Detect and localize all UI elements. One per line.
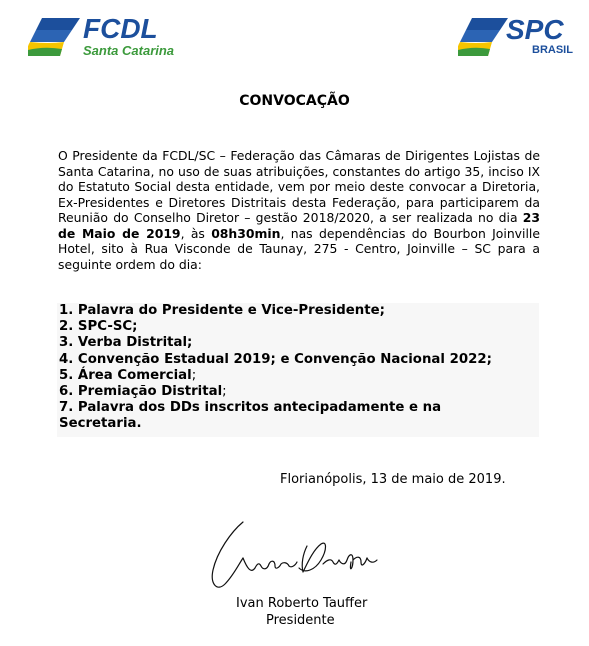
agenda-item: 7. Palavra dos DDs inscritos antecipadamente e na Secretaria.	[59, 400, 442, 432]
convocation-paragraph	[58, 148, 540, 272]
place-date: Florianópolis, 13 de maio de 2019.	[280, 472, 506, 487]
agenda-item: 6. Premiação Distrital;	[59, 384, 227, 400]
agenda-item: 1. Palavra do Presidente e Vice-Presidente;	[59, 303, 385, 318]
agenda-item: 5. Área Comercial;	[59, 367, 197, 383]
spc-logo	[458, 12, 573, 60]
agenda-list	[57, 303, 539, 437]
document-title: CONVOCAÇÃO	[239, 93, 350, 109]
spc-logo-name: SPC	[506, 14, 564, 45]
signer-name: Ivan Roberto Tauffer	[236, 596, 368, 611]
paragraph-intro: O Presidente da FCDL/SC – Federação das Câmaras de Dirigentes Lojistas de Santa Catarina, no uso de suas atribuições, constantes do artigo 35, inciso IX do Estatuto Social desta entidade, vem por meio deste convocar a Diretoria, Ex-Presidentes e Diretores Distritais desta Federação, para participarem da Reunião do Conselho Diretor – gestão 2018/2020, a ser realizada no dia	[58, 148, 540, 225]
signer-role: Presidente	[266, 613, 335, 628]
fcdl-logo-name: FCDL	[83, 13, 158, 44]
fcdl-logo-subtitle: Santa Catarina	[83, 43, 175, 58]
spc-logo-mark	[458, 16, 508, 56]
agenda-item: 4. Convenção Estadual 2019; e Convenção Nacional 2022;	[59, 351, 492, 367]
paragraph-between: , às	[180, 225, 212, 241]
meeting-date: 23 de Maio de 2019	[58, 210, 540, 241]
fcdl-logo	[28, 12, 174, 60]
meeting-time: 08h30min	[211, 225, 281, 241]
spc-logo-subtitle: BRASIL	[532, 44, 573, 56]
handwritten-signature	[203, 518, 393, 604]
fcdl-logo-mark	[28, 16, 80, 56]
paragraph-rest: , nas dependências do Bourbon Joinville Hotel, sito à Rua Visconde de Taunay, 275 - Centro, Joinville – SC para a seguinte ordem do dia:	[58, 225, 540, 272]
agenda-item: 3. Verba Distrital;	[59, 335, 193, 351]
agenda-item: 2. SPC-SC;	[59, 319, 138, 335]
